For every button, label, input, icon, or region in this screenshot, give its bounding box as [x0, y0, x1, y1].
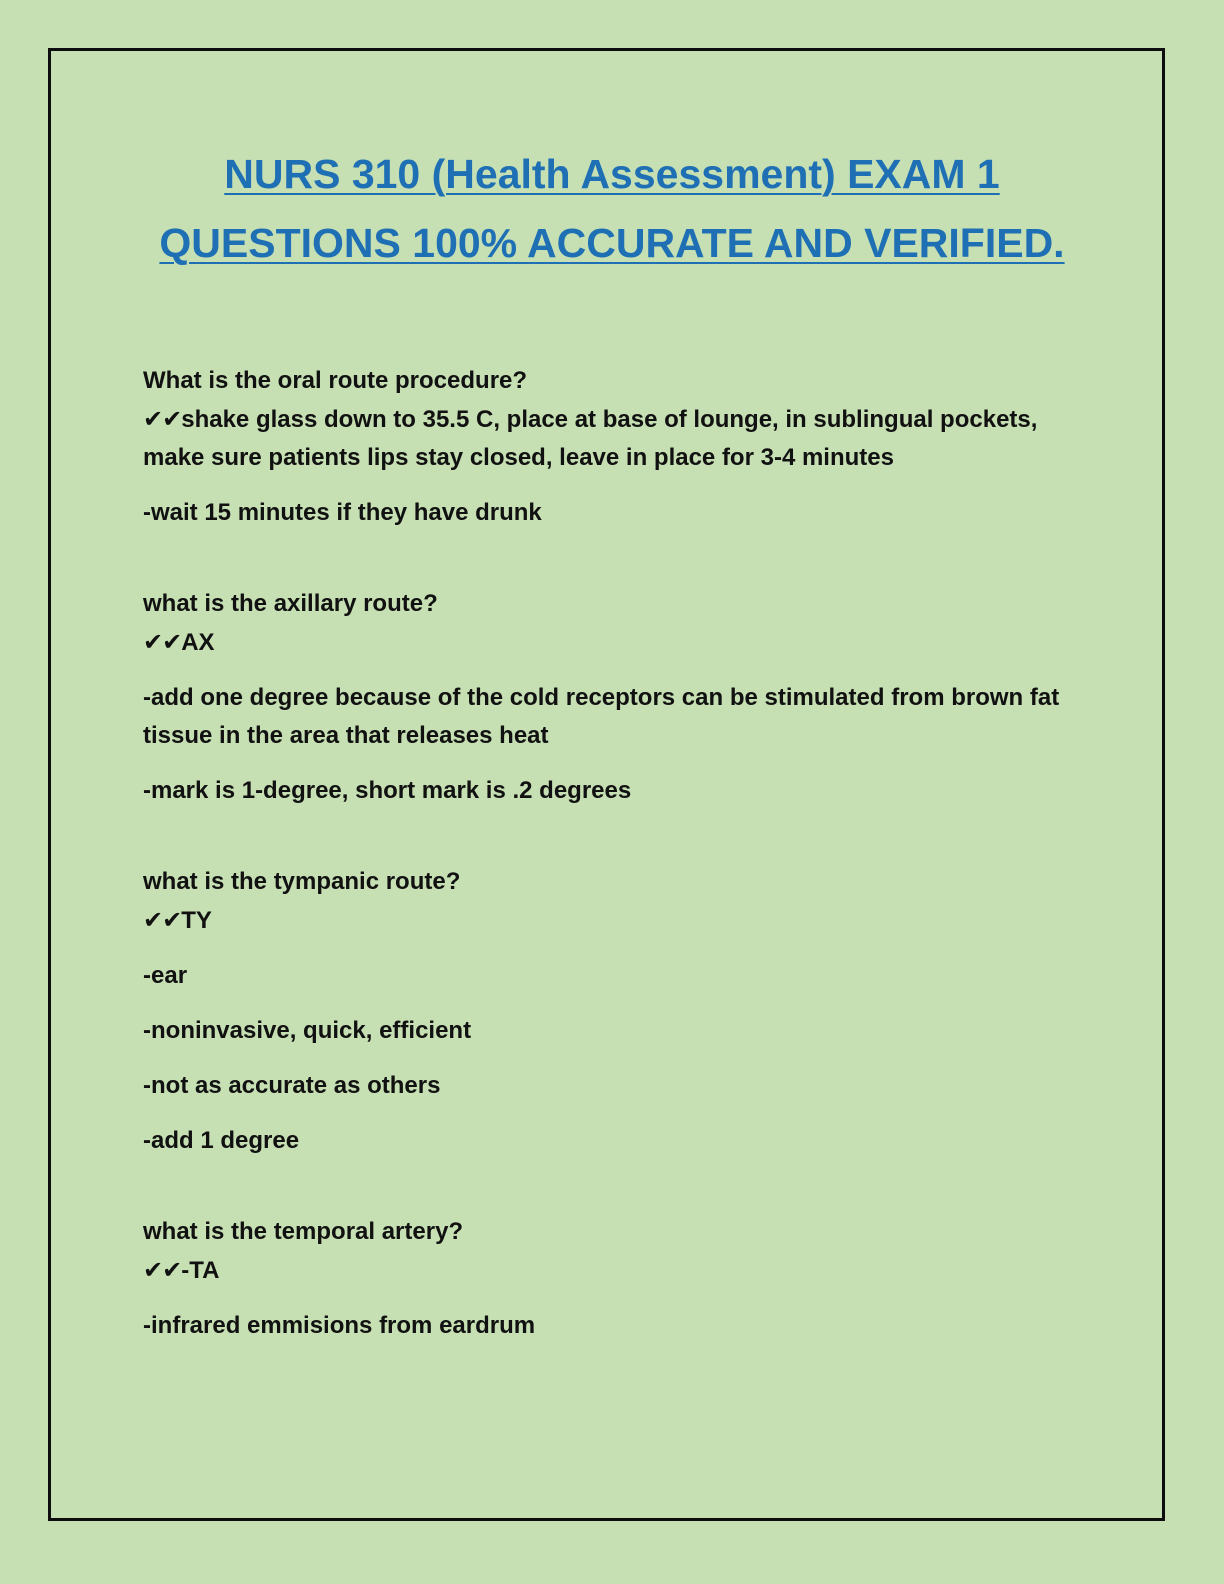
answer-note: -mark is 1-degree, short mark is .2 degrees — [143, 777, 632, 804]
answer-note: -wait 15 minutes if they have drunk — [143, 499, 542, 526]
answer-text — [143, 623, 1073, 662]
answer-note: -noninvasive, quick, efficient — [143, 1017, 472, 1044]
qa-item-oral-route — [143, 362, 1073, 532]
answer-note: -ear — [143, 962, 188, 989]
answer-note: -add 1 degree — [143, 1127, 300, 1154]
answer-value: AX — [181, 629, 215, 656]
document-title: NURS 310 (Health Assessment) EXAM 1 QUESTIONS 100% ACCURATE AND VERIFIED. — [159, 151, 1065, 266]
answer-text — [143, 901, 1073, 940]
qa-item-axillary-route — [143, 585, 1073, 810]
question-text: What is the oral route procedure? — [143, 367, 528, 394]
double-check-icon: ✔✔ — [143, 1256, 182, 1284]
answer-note: -add one degree because of the cold receptors can be stimulated from brown fat tissue in the area that releases heat — [143, 684, 1060, 749]
double-check-icon: ✔✔ — [143, 405, 182, 433]
answer-note: -infrared emmisions from eardrum — [143, 1312, 536, 1339]
answer-value: -TA — [181, 1257, 220, 1284]
answer-value: TY — [181, 907, 212, 934]
question-text: what is the tympanic route? — [143, 868, 461, 895]
double-check-icon: ✔✔ — [143, 906, 182, 934]
question-text: what is the temporal artery? — [143, 1218, 464, 1245]
qa-item-tympanic-route — [143, 863, 1073, 1160]
answer-text — [143, 1251, 1073, 1290]
qa-list — [143, 362, 1073, 1398]
question-text: what is the axillary route? — [143, 590, 438, 617]
double-check-icon: ✔✔ — [143, 628, 182, 656]
answer-note: -not as accurate as others — [143, 1072, 441, 1099]
answer-value: shake glass down to 35.5 C, place at base of lounge, in sublingual pockets, make sure patients lips stay closed, leave in place for 3-4 minutes — [143, 406, 1038, 471]
answer-text — [143, 400, 1073, 477]
qa-item-temporal-artery — [143, 1213, 1073, 1345]
